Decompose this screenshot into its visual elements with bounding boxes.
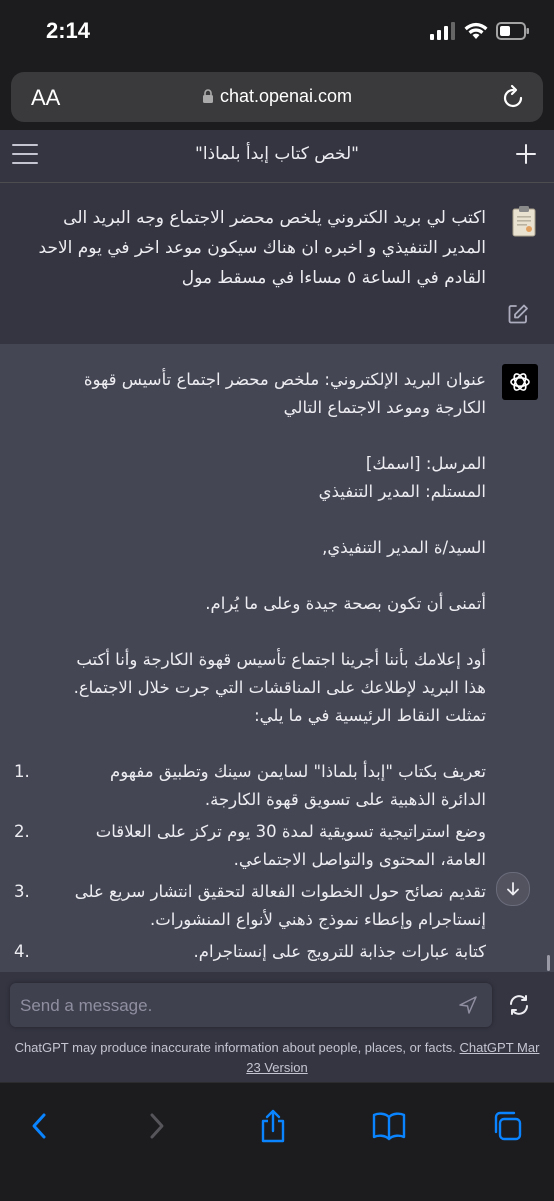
status-icons [430, 22, 530, 40]
url-display[interactable] [11, 86, 543, 107]
lock-icon [202, 89, 214, 104]
forward-button[interactable] [140, 1109, 174, 1143]
battery-icon [496, 22, 530, 40]
edit-icon[interactable] [507, 303, 529, 325]
regenerate-icon[interactable] [506, 992, 532, 1018]
disclaimer [10, 1038, 544, 1078]
hamburger-line [12, 162, 38, 164]
chevron-right-icon [148, 1112, 166, 1140]
send-icon[interactable] [458, 995, 478, 1015]
list-item-text: تقديم نصائح حول الخطوات الفعالة لتحقيق انتشار سريع على إنستاجرام وإعطاء نموذج ذهني لأنواع المنشورات. [74, 882, 486, 929]
user-message-text: اكتب لي بريد الكتروني يلخص محضر الاجتماع وجه البريد الى المدير التنفيذي و اخبره ان هناك سيكون موعد اخر في يوم الاحد القادم في الساعة ٥ مساءا في مسقط مول [38, 208, 486, 288]
list-item [14, 758, 486, 814]
list-item-number: 3. [14, 882, 30, 901]
text-size-button[interactable]: AA [31, 85, 61, 110]
email-wish: أتمنى أن تكون بصحة جيدة وعلى ما يُرام. [205, 594, 486, 613]
tabs-button[interactable] [490, 1109, 524, 1143]
bookmarks-button[interactable] [372, 1109, 406, 1143]
chevron-left-icon [30, 1112, 48, 1140]
email-to: المستلم: المدير التنفيذي [318, 482, 486, 501]
browser-address-area [0, 66, 554, 130]
back-button[interactable] [22, 1109, 56, 1143]
chat-title: "لخص كتاب إبدأ بلماذا" [195, 144, 359, 164]
hamburger-line [12, 153, 38, 155]
version-link[interactable]: ChatGPT Mar 23 Version [246, 1040, 540, 1075]
message-input-box[interactable] [10, 983, 492, 1027]
list-item-number: 4. [14, 942, 30, 961]
url-text: chat.openai.com [219, 86, 353, 106]
list-item-number: 1. [14, 762, 30, 781]
reload-icon[interactable] [501, 84, 525, 110]
tabs-icon [491, 1110, 523, 1142]
list-item [14, 878, 486, 934]
wifi-icon [464, 22, 488, 40]
list-item-text: كتابة عبارات جذابة للترويج على إنستاجرام. [193, 942, 486, 961]
composer [0, 972, 554, 1082]
email-from: المرسل: [اسمك] [365, 454, 486, 473]
user-message [0, 183, 554, 345]
list-item [14, 818, 486, 874]
status-time: 2:14 [46, 18, 91, 43]
browser-toolbar [0, 1082, 554, 1201]
share-button[interactable] [256, 1109, 290, 1143]
arrow-down-icon [506, 882, 520, 896]
email-subject-line2: الكارجة وموعد الاجتماع التالي [283, 398, 486, 417]
disclaimer-text: ChatGPT may produce inaccurate information about people, places, or facts. [14, 1040, 456, 1055]
plus-icon[interactable] [514, 142, 538, 166]
assistant-message [0, 344, 554, 974]
scroll-to-bottom-button[interactable] [496, 872, 530, 906]
clipboard-avatar-icon [510, 205, 538, 237]
chatgpt-logo-icon [502, 364, 538, 400]
email-header [62, 450, 486, 506]
email-subject-line1: عنوان البريد الإلكتروني: ملخص محضر اجتماع تأسيس قهوة [83, 370, 486, 389]
email-intro: أود إعلامك بأننا أجرينا اجتماع تأسيس قهوة الكارجة وأنا أكتب هذا البريد لإطلاعك على المناقشات التي جرت خلال الاجتماع. تمثلت النقاط الرئيسية في ما يلي: [73, 650, 486, 725]
chat-header [0, 130, 554, 183]
assistant-message-text [14, 366, 486, 970]
cellular-signal-icon [430, 22, 456, 40]
hamburger-icon [12, 144, 38, 146]
message-input[interactable] [18, 983, 442, 1029]
list-item-number: 2. [14, 822, 30, 841]
book-icon [372, 1111, 406, 1141]
list-item-text: وضع استراتيجية تسويقية لمدة 30 يوم تركز على العلاقات العامة، المحتوى والتواصل الاجتماعي. [95, 822, 486, 869]
status-bar [0, 0, 554, 66]
email-greeting: السيد/ة المدير التنفيذي, [322, 538, 486, 557]
share-icon [258, 1109, 288, 1143]
email-points-list [14, 758, 486, 966]
list-item-text: تعريف بكتاب "إبدأ بلماذا" لسايمن سينك وتطبيق مفهوم الدائرة الذهبية على تسويق قهوة الكارجة. [110, 762, 486, 809]
menu-button[interactable] [12, 144, 38, 166]
scrollbar[interactable] [547, 955, 550, 971]
address-bar[interactable] [11, 72, 543, 122]
list-item [14, 938, 486, 966]
email-subject [62, 366, 486, 422]
